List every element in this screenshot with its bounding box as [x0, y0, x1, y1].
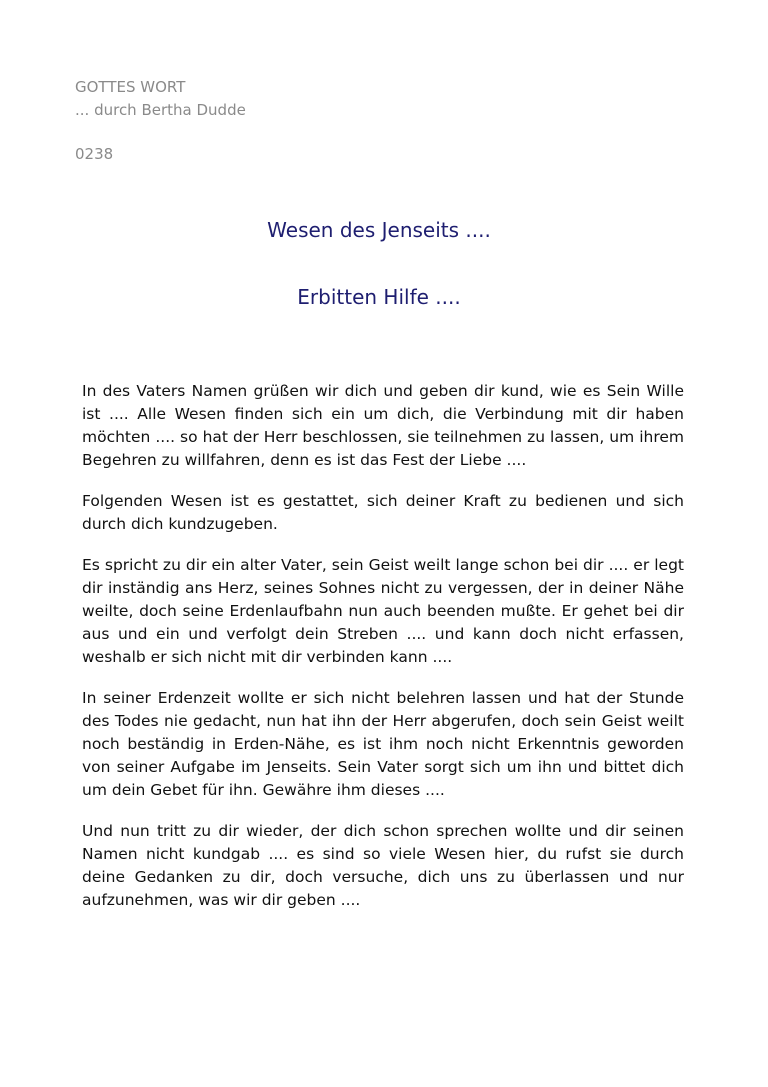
paragraph: Es spricht zu dir ein alter Vater, sein Geist weilt lange schon bei dir .... er legt dir inständig ans Herz, seines Sohnes nicht zu vergessen, der in deiner Nähe weilte, doch seine Erdenlaufbahn nun auch beenden mußte. Er gehet bei dir aus und ein und verfolgt dein Streben .... und kann doch nicht erfassen, weshalb er sich nicht mit dir verbinden kann ....: [82, 556, 684, 666]
document-number: 0238: [75, 145, 114, 163]
document-header: [75, 76, 246, 122]
document-body: [82, 380, 684, 930]
page-title: Wesen des Jenseits ....: [267, 218, 491, 242]
paragraph: Und nun tritt zu dir wieder, der dich schon sprechen wollte und dir seinen Namen nicht kundgab .... es sind so viele Wesen hier, du rufst sie durch deine Gedanken zu dir, doch versuche, dich uns zu überlassen und nur aufzunehmen, was wir dir geben ....: [82, 822, 684, 909]
page-subtitle: Erbitten Hilfe ....: [297, 285, 461, 309]
paragraph: In des Vaters Namen grüßen wir dich und geben dir kund, wie es Sein Wille ist .... Alle Wesen finden sich ein um dich, die Verbindung mit dir haben möchten .... so hat der Herr beschlossen, sie teilnehmen zu lassen, um ihrem Begehren zu willfahren, denn es ist das Fest der Liebe ....: [82, 382, 684, 469]
header-title: GOTTES WORT: [75, 78, 186, 96]
paragraph: Folgenden Wesen ist es gestattet, sich deiner Kraft zu bedienen und sich durch dich kundzugeben.: [82, 492, 684, 533]
paragraph: In seiner Erdenzeit wollte er sich nicht belehren lassen und hat der Stunde des Todes nie gedacht, nun hat ihn der Herr abgerufen, doch sein Geist weilt noch beständig in Erden-Nähe, es ist ihm noch nicht Erkenntnis geworden von seiner Aufgabe im Jenseits. Sein Vater sorgt sich um ihn und bittet dich um dein Gebet für ihn. Gewähre ihm dieses ....: [82, 689, 684, 799]
header-author: ... durch Bertha Dudde: [75, 101, 246, 119]
